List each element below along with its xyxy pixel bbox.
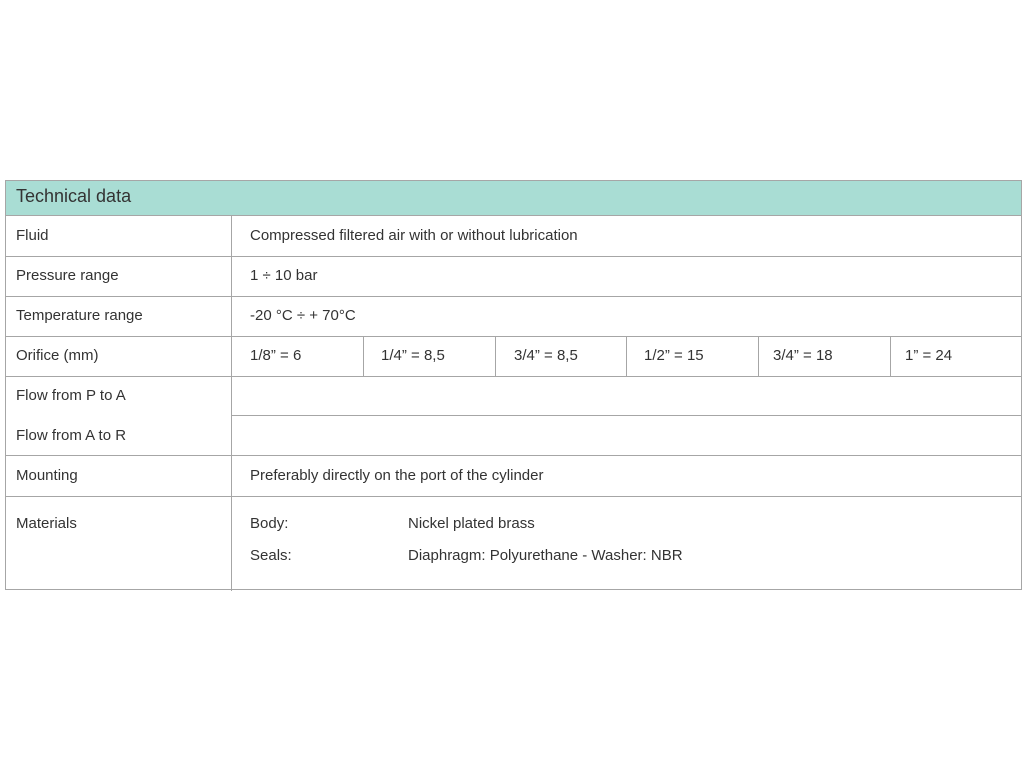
row-divider [231,415,1021,416]
row-divider [6,296,1021,297]
table-title: Technical data [16,186,132,206]
orifice-size: 1/4” = 8,5 [381,347,445,364]
table-header [6,181,1021,216]
temperature-value: -20 °C ÷ + 70°C [250,307,356,324]
orifice-size: 1” = 24 [905,347,953,364]
temperature-label: Temperature range [16,307,143,324]
flow-a-to-r-label: Flow from A to R [16,427,127,444]
materials-body-value: Nickel plated brass [408,515,535,532]
row-divider [6,256,1021,257]
orifice-size: 3/4” = 18 [773,347,833,364]
mounting-label: Mounting [16,467,78,484]
column-divider [890,336,891,376]
flow-p-to-a-label: Flow from P to A [16,387,126,404]
materials-label: Materials [16,515,77,532]
mounting-value: Preferably directly on the port of the cylinder [250,467,544,484]
materials-seals-label: Seals: [250,547,292,564]
column-divider [758,336,759,376]
row-divider [6,496,1021,497]
row-divider [6,455,1021,456]
materials-seals-value: Diaphragm: Polyurethane - Washer: NBR [408,547,683,564]
technical-data-table [5,180,1022,590]
pressure-value: 1 ÷ 10 bar [250,267,318,284]
column-divider [363,336,364,376]
row-divider [6,336,1021,337]
column-divider [626,336,627,376]
fluid-label: Fluid [16,227,49,244]
orifice-size: 3/4” = 8,5 [514,347,578,364]
column-divider [495,336,496,376]
column-divider [231,216,232,591]
row-divider [6,376,1021,377]
orifice-size: 1/8” = 6 [250,347,302,364]
orifice-size: 1/2” = 15 [644,347,704,364]
fluid-value: Compressed filtered air with or without lubrication [250,227,578,244]
materials-body-label: Body: [250,515,289,532]
pressure-label: Pressure range [16,267,119,284]
orifice-label: Orifice (mm) [16,347,99,364]
